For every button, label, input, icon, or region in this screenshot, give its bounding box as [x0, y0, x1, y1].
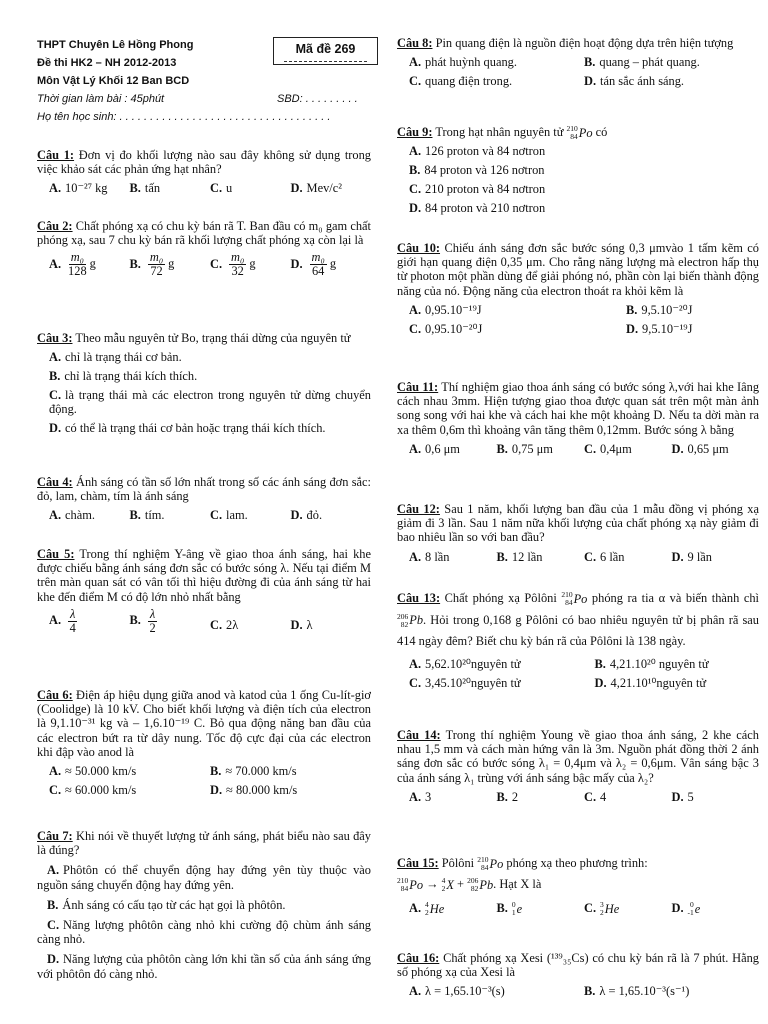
question-2: [37, 219, 371, 278]
question-number: Câu 1:: [37, 148, 75, 162]
option-a[interactable]: A. 10⁻²⁷ kg: [49, 181, 108, 196]
option-c[interactable]: C. 6 lần: [584, 549, 625, 564]
question-1: [37, 148, 371, 198]
option-b[interactable]: B. 4,21.10²⁰ nguyên tử: [594, 657, 709, 672]
option-a[interactable]: A. 8 lần: [409, 549, 450, 564]
option-d[interactable]: D. 0 -1 e: [671, 900, 701, 918]
option-c[interactable]: C. u: [210, 181, 233, 196]
option-d[interactable]: D. 84 proton và 210 nơtron: [409, 201, 546, 216]
option-b[interactable]: B. tím.: [129, 508, 165, 523]
sbd-field: SBD: . . . . . . . . .: [277, 93, 358, 105]
option-c[interactable]: C. 0,4μm: [584, 441, 632, 456]
option-d[interactable]: D. $\frac{\text{m₀}}{64}$ g: [290, 250, 337, 279]
option-b[interactable]: B. ≈ 70.000 km/s: [210, 764, 297, 779]
question-text: Chất phóng xạ có chu kỳ bán rã T. Ban đầu có m₀ gam chất phóng xạ, sau 7 chu kỳ bán rã khối lượng chất phóng xạ còn lại là: [37, 219, 371, 248]
option-a[interactable]: A. chàm.: [49, 508, 95, 523]
question-9: [397, 125, 759, 218]
question-number: Câu 5:: [37, 547, 75, 561]
reaction-arrow: →: [426, 877, 439, 892]
question-text: Pin quang điện là nguồn điện hoạt động dựa trên hiện tượng: [435, 36, 734, 50]
polonium-nuclide: 210 84 Po: [566, 124, 593, 142]
option-c[interactable]: C. 3 2 He: [584, 900, 620, 918]
question-text: Trong thí nghiệm Young về giao thoa ánh sáng, 2 khe cách nhau 1,5 mm và cách màn hứng vân là 3m. Nguồn phát đồng thời 2 ánh sáng đơn sắc có bước sóng λ₁ = 0,4μm và λ₂ = 0,6μm. Vân sáng bậc 3 của ánh sáng λ₁ trùng với ánh sáng bậc mấy của λ₂?: [397, 728, 759, 785]
option-b[interactable]: B. 84 proton và 126 nơtron: [409, 163, 545, 178]
option-b[interactable]: B. 0 1 e: [496, 900, 523, 918]
option-a[interactable]: A. phát huỳnh quang.: [409, 55, 517, 70]
question-text: Trong hạt nhân nguyên tử: [435, 125, 564, 139]
option-a[interactable]: A. Phôtôn có thể chuyển động hay đứng yên tùy thuộc vào nguồn sáng chuyển động hay đứng yên.: [37, 863, 371, 892]
equation-lead: 206 82 Pb: [467, 876, 494, 894]
option-b[interactable]: B. $\frac{\text{m₀}}{72}$ g: [129, 250, 175, 279]
question-number: Câu 11:: [397, 380, 439, 394]
option-d[interactable]: D. ≈ 80.000 km/s: [210, 783, 298, 798]
question-number: Câu 6:: [37, 688, 73, 702]
question-text: Đơn vị đo khối lượng nào sau đây không sử dụng trong việc khảo sát các phản ứng hạt nhân?: [37, 148, 371, 177]
question-10: [397, 241, 759, 339]
question-text-end: . Hỏi trong 0,168 g Pôlôni có bao nhiêu nguyên tử bị phân rã sau 414 ngày đêm? Biết chu kỳ bán rã của Pôlôni là 138 ngày.: [397, 612, 759, 649]
option-a[interactable]: A. 5,62.10²⁰nguyên tử: [409, 657, 521, 672]
option-c[interactable]: C. lam.: [210, 508, 248, 523]
question-text: Theo mẫu nguyên tử Bo, trạng thái dừng của nguyên tử: [75, 331, 351, 345]
student-name-field: Họ tên học sinh: . . . . . . . . . . . . . . . . . . . . . . . . . . . . . . . . . . .: [37, 111, 331, 123]
question-number: Câu 12:: [397, 502, 440, 516]
option-d[interactable]: D. 4,21.10¹⁰nguyên tử: [594, 676, 707, 691]
option-b[interactable]: B. 0,75 μm: [496, 441, 553, 456]
question-text: Pôlôni: [441, 856, 475, 870]
question-number: Câu 9:: [397, 125, 433, 139]
question-text: Thí nghiệm giao thoa ánh sáng có bước sóng λ,với hai khe Iâng cách nhau 3mm. Hiện tượng giao thoa được quan sát trên một màn ảnh song song với hai khe và cách hai khe một khoảng D. Nếu ta dời màn ra xa thêm 0,6m thì khoảng vân tăng thêm 0,12mm. Bước sóng λ bằng: [397, 380, 760, 437]
option-d[interactable]: D. đỏ.: [290, 508, 323, 523]
question-text: Ánh sáng có tần số lớn nhất trong số các ánh sáng đơn sắc: đỏ, lam, chàm, tím là ánh sáng: [37, 475, 371, 504]
option-a[interactable]: A. chỉ là trạng thái cơ bản.: [49, 350, 182, 365]
question-number: Câu 7:: [37, 829, 73, 843]
option-b[interactable]: B. tấn: [129, 181, 161, 196]
question-text: Điện áp hiệu dụng giữa anod và katod của 1 ống Cu-lít-giơ (Coolidge) là 10 kV. Cho biết khối lượng và điện tích của electron là 9,1.10⁻³¹ kg và – 1,6.10⁻¹⁹ C. Bỏ qua động năng ban đầu của các electron bứt ra từ dây nung. Tốc độ cực đại của các electron khi đập vào anod là: [37, 688, 371, 759]
option-b[interactable]: B. λ = 1,65.10⁻³(s⁻¹): [584, 984, 690, 999]
option-d[interactable]: D. 0,65 μm: [671, 441, 729, 456]
question-12: [397, 502, 759, 567]
exam-name: Đề thi HK2 – NH 2012-2013: [37, 57, 177, 69]
option-a[interactable]: A. λ = 1,65.10⁻³(s): [409, 984, 505, 999]
option-a[interactable]: A. $\frac{\lambda}{4}$: [49, 606, 76, 635]
lead-nuclide: 206 82 Pb: [397, 611, 424, 629]
question-text-mid: phóng xạ theo phương trình:: [506, 856, 648, 870]
question-16: [397, 951, 759, 1001]
question-text: Khi nói về thuyết lượng tử ánh sáng, phát biểu nào sau đây là đúng?: [37, 829, 371, 858]
question-6: [37, 688, 371, 800]
question-3: [37, 331, 371, 438]
option-c[interactable]: C. là trạng thái mà các electron trong nguyên tử dừng chuyển động.: [49, 388, 371, 417]
question-13: [397, 588, 759, 693]
school-name: THPT Chuyên Lê Hồng Phong: [37, 39, 194, 51]
option-b[interactable]: B. 2: [496, 789, 519, 804]
question-number: Câu 3:: [37, 331, 73, 345]
question-7: [37, 829, 371, 984]
question-number: Câu 2:: [37, 219, 73, 233]
option-d[interactable]: D. Năng lượng của phôtôn càng lớn khi tần số của ánh sáng ứng với phôtôn đó càng nhỏ.: [37, 952, 371, 981]
option-d[interactable]: D. 9 lần: [671, 549, 712, 564]
option-d[interactable]: D. λ: [290, 617, 313, 632]
question-15: Câu 15: Pôlôni 210 84 Po phóng xạ theo phương trình: 210 84 Po → 4 2 X + 206 82 Pb . Hạt X là A. 4 2 He B. 0 1 e C. 3 2 He D. 0 -1 e: [397, 853, 759, 919]
question-14: [397, 728, 759, 807]
question-number: Câu 10:: [397, 241, 441, 255]
option-d[interactable]: D. tán sắc ánh sáng.: [584, 74, 684, 89]
question-4: [37, 475, 371, 525]
option-a[interactable]: A. $\frac{\text{m₀}}{128}$ g: [49, 250, 96, 279]
option-d[interactable]: D. Mev/c²: [290, 181, 342, 196]
polonium-nuclide: 210 84 Po: [477, 855, 504, 873]
question-5: [37, 547, 371, 642]
polonium-nuclide: 210 84 Po: [561, 590, 588, 608]
question-text: Sau 1 năm, khối lượng ban đầu của 1 mẫu đồng vị phóng xạ giảm đi 3 lần. Sau 1 năm nữa khối lượng của chất phóng xạ này giảm đi bao nhiêu lần so với ban đầu?: [397, 502, 759, 545]
question-text-end: . Hạt X là: [493, 877, 542, 892]
question-number: Câu 16:: [397, 951, 440, 965]
option-b[interactable]: B. 9,5.10⁻²⁰J: [626, 302, 693, 317]
option-c[interactable]: C. quang điện trong.: [409, 74, 513, 89]
option-c[interactable]: C. 210 proton và 84 nơtron: [409, 182, 546, 197]
option-b[interactable]: B. chỉ là trạng thái kích thích.: [49, 369, 198, 384]
question-number: Câu 8:: [397, 36, 433, 50]
question-text-mid: phóng ra tia α và biến thành chì: [591, 591, 759, 605]
option-c[interactable]: C. $\frac{\text{m₀}}{32}$ g: [210, 250, 256, 279]
option-d[interactable]: D. có thể là trạng thái cơ bản hoặc trạng thái kích thích.: [49, 420, 326, 435]
option-b[interactable]: B. $\frac{\lambda}{2}$: [129, 606, 156, 635]
option-d[interactable]: D. 9,5.10⁻¹⁹J: [626, 321, 693, 336]
option-a[interactable]: A. 0,6 μm: [409, 441, 460, 456]
question-number: Câu 13:: [397, 591, 441, 605]
option-a[interactable]: A. 3: [409, 789, 432, 804]
option-d[interactable]: D. 5: [671, 789, 694, 804]
question-number: Câu 4:: [37, 475, 73, 489]
subject-name: Môn Vật Lý Khối 12 Ban BCD: [37, 75, 190, 87]
equation-polonium: 210 84 Po: [397, 876, 424, 894]
option-c[interactable]: C. ≈ 60.000 km/s: [49, 783, 137, 798]
question-11: [397, 380, 759, 459]
exam-time: Thời gian làm bài : 45phút: [37, 93, 165, 105]
option-b[interactable]: B. 12 lần: [496, 549, 543, 564]
option-c[interactable]: C. 0,95.10⁻²⁰J: [409, 321, 483, 336]
option-c[interactable]: C. 3,45.10²⁰nguyên tử: [409, 676, 521, 691]
question-number: Câu 15:: [397, 856, 439, 870]
option-a[interactable]: A. 126 proton và 84 nơtron: [409, 144, 546, 159]
option-c[interactable]: C. 4: [584, 789, 607, 804]
code-underline: [284, 61, 367, 62]
question-text: Chất phóng xạ Pôlôni: [444, 591, 557, 605]
equation-x: 4 2 X: [441, 876, 454, 894]
option-a[interactable]: A. 0,95.10⁻¹⁹J: [409, 302, 482, 317]
question-text: Chiếu ánh sáng đơn sắc bước sóng 0,3 μmvào 1 tấm kẽm có giới hạn quang điện 0,35 μm. Cho rằng năng lượng mà electron hấp thụ từ photon một phần dùng để giải phóng nó, phần còn lại biến thành động năng của nó. Động năng của electron thoát ra khỏi kẽm là: [397, 241, 759, 298]
option-c[interactable]: C. 2λ: [210, 617, 239, 632]
option-c[interactable]: C. Năng lượng phôtôn càng nhỏ khi cường độ chùm ánh sáng càng nhỏ.: [37, 918, 371, 947]
exam-code-box: [273, 37, 378, 65]
exam-code: Mã đề 269: [295, 42, 356, 56]
question-text: Trong thí nghiệm Y-âng về giao thoa ánh sáng, hai khe được chiếu bằng ánh sáng đơn sắc có bước sóng λ. Nếu tại điểm M trên màn quan sát có vân tối thì hiệu đường đi của ánh sáng từ hai khe đến điểm M có độ lớn nhỏ nhất bằng: [37, 547, 371, 604]
question-number: Câu 14:: [397, 728, 441, 742]
option-a[interactable]: A. 4 2 He: [409, 900, 445, 918]
option-b[interactable]: B. quang – phát quang.: [584, 55, 700, 70]
question-8: [397, 36, 759, 91]
question-text: Chất phóng xạ Xesi (¹³⁹₃₅Cs) có chu kỳ bán rã là 7 phút. Hằng số phóng xạ của Xesi là: [397, 951, 759, 980]
option-b[interactable]: B. Ánh sáng có cấu tạo từ các hạt gọi là phôtôn.: [47, 897, 286, 912]
option-a[interactable]: A. ≈ 50.000 km/s: [49, 764, 137, 779]
question-text-end: có: [595, 125, 608, 139]
